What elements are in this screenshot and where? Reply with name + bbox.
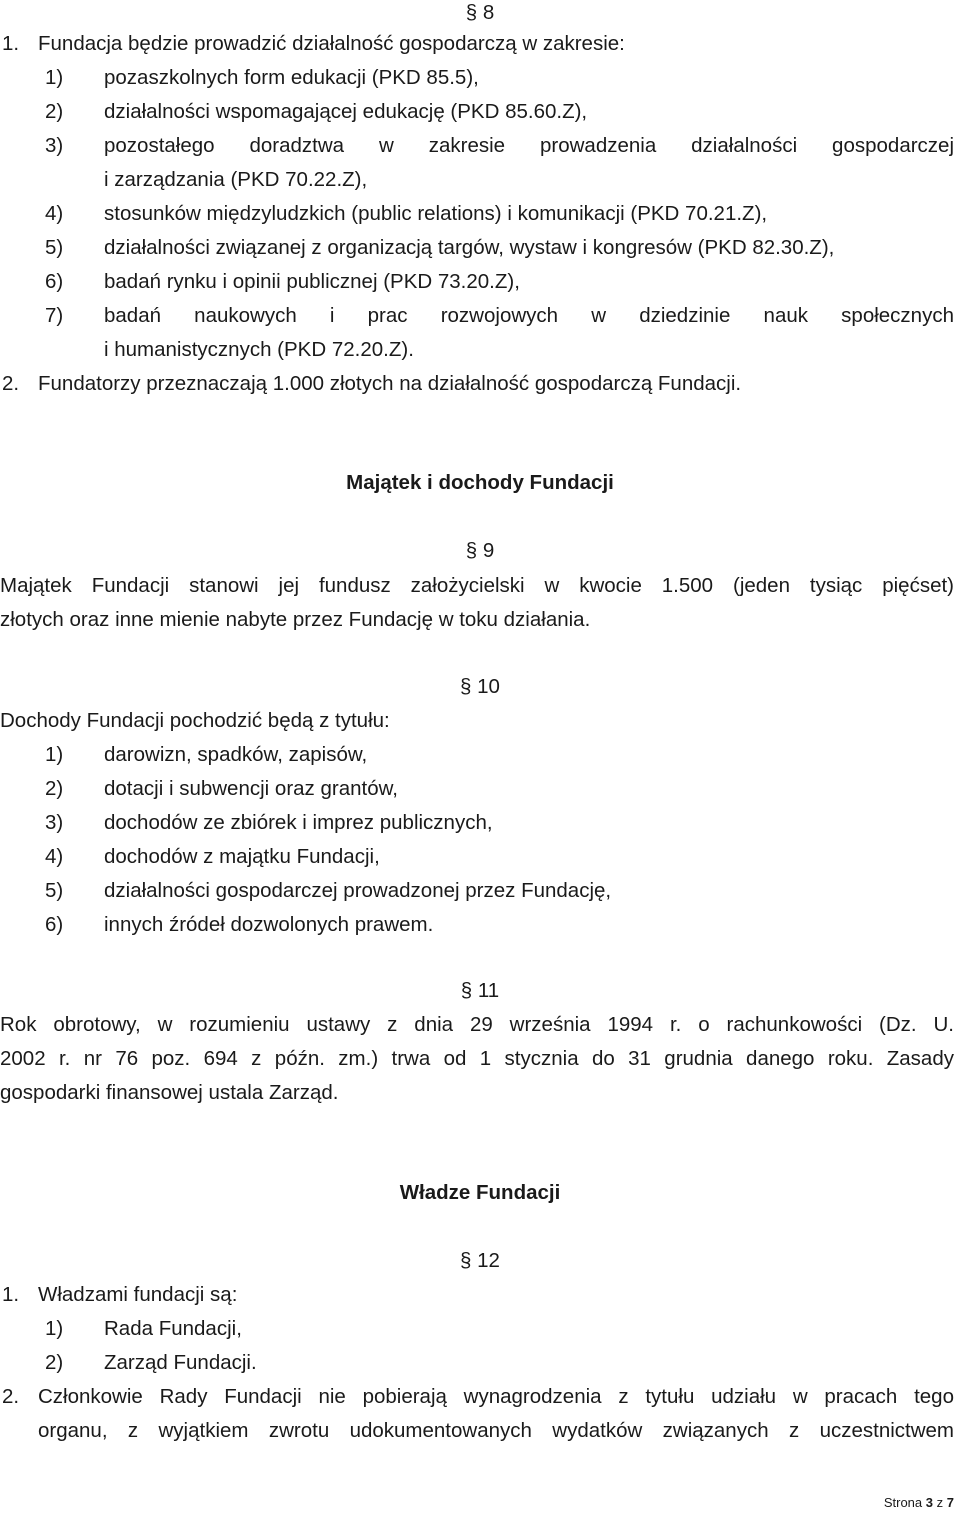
item-text: Fundacja będzie prowadzić działalność gospodarczą w zakresie: (38, 32, 625, 55)
subitem-number: 4) (45, 202, 64, 225)
subitem-text: badań rynku i opinii publicznej (PKD 73.20.Z), (104, 270, 520, 293)
item-number: 1. (2, 32, 20, 55)
item-number: 2. (2, 1385, 20, 1408)
subitem-text: dochodów ze zbiórek i imprez publicznych, (104, 811, 493, 834)
subitem-number: 2) (45, 100, 64, 123)
paragraph-line: złotych oraz inne mienie nabyte przez Fundację w toku działania. (0, 608, 591, 631)
page-label: Strona (883, 1495, 923, 1510)
paragraph-intro: Dochody Fundacji pochodzić będą z tytułu: (0, 709, 390, 732)
item-text-continued: organu, z wyjątkiem zwrotu udokumentowanych wydatków związanych z uczestnictwem (38, 1419, 954, 1442)
subitem-number: 7) (45, 304, 64, 327)
subitem-number: 1) (45, 743, 64, 766)
subitem-number: 5) (45, 879, 64, 902)
subitem-number: 4) (45, 845, 64, 868)
subitem-text-continued: i zarządzania (PKD 70.22.Z), (104, 168, 368, 191)
subitem-text: dochodów z majątku Fundacji, (104, 845, 380, 868)
subitem-text: działalności gospodarczej prowadzonej przez Fundację, (104, 879, 612, 902)
subitem-text: stosunków międzyludzkich (public relations) i komunikacji (PKD 70.21.Z), (104, 202, 768, 225)
subitem-text: innych źródeł dozwolonych prawem. (104, 913, 434, 936)
section-mark-10: § 10 (460, 675, 500, 698)
item-number: 2. (2, 372, 20, 395)
section-mark-8: § 8 (465, 1, 495, 24)
section-heading: Władze Fundacji (399, 1181, 561, 1204)
section-heading: Majątek i dochody Fundacji (346, 471, 614, 494)
subitem-number: 1) (45, 66, 64, 89)
item-number: 1. (2, 1283, 20, 1306)
paragraph-line: Rok obrotowy, w rozumieniu ustawy z dnia 29 września 1994 r. o rachunkowości (Dz. U. (0, 1013, 954, 1036)
section-mark-12: § 12 (460, 1249, 500, 1272)
subitem-number: 2) (45, 777, 64, 800)
item-text: Członkowie Rady Fundacji nie pobierają wynagrodzenia z tytułu udziału w pracach tego (38, 1385, 954, 1408)
subitem-number: 2) (45, 1351, 64, 1374)
section-mark-9: § 9 (465, 539, 495, 562)
page-separator: z (936, 1495, 944, 1510)
subitem-text: Rada Fundacji, (104, 1317, 242, 1340)
subitem-text: darowizn, spadków, zapisów, (104, 743, 368, 766)
subitem-number: 6) (45, 913, 64, 936)
subitem-text: pozaszkolnych form edukacji (PKD 85.5), (104, 66, 479, 89)
subitem-text-continued: i humanistycznych (PKD 72.20.Z). (104, 338, 414, 361)
paragraph-line: gospodarki finansowej ustala Zarząd. (0, 1081, 339, 1104)
subitem-text: pozostałego doradztwa w zakresie prowadzenia działalności gospodarczej (104, 134, 954, 157)
subitem-text: działalności związanej z organizacją targów, wystaw i kongresów (PKD 82.30.Z), (104, 236, 835, 259)
subitem-number: 3) (45, 134, 64, 157)
subitem-number: 3) (45, 811, 64, 834)
subitem-number: 1) (45, 1317, 64, 1340)
paragraph-line: Majątek Fundacji stanowi jej fundusz założycielski w kwocie 1.500 (jeden tysiąc pięćset) (0, 574, 954, 597)
subitem-text: dotacji i subwencji oraz grantów, (104, 777, 398, 800)
item-text: Władzami fundacji są: (38, 1283, 238, 1306)
section-mark-11: § 11 (460, 979, 500, 1002)
total-pages-number: 7 (946, 1495, 954, 1510)
subitem-number: 6) (45, 270, 64, 293)
item-text: Fundatorzy przeznaczają 1.000 złotych na działalność gospodarczą Fundacji. (38, 372, 742, 395)
current-page-number: 3 (925, 1495, 934, 1510)
subitem-text: badań naukowych i prac rozwojowych w dziedzinie nauk społecznych (104, 304, 954, 327)
subitem-text: Zarząd Fundacji. (104, 1351, 257, 1374)
subitem-number: 5) (45, 236, 64, 259)
paragraph-line: 2002 r. nr 76 poz. 694 z późn. zm.) trwa od 1 stycznia do 31 grudnia danego roku. Zasady (0, 1047, 954, 1070)
subitem-text: działalności wspomagającej edukację (PKD 85.60.Z), (104, 100, 588, 123)
page-footer (884, 1494, 954, 1512)
